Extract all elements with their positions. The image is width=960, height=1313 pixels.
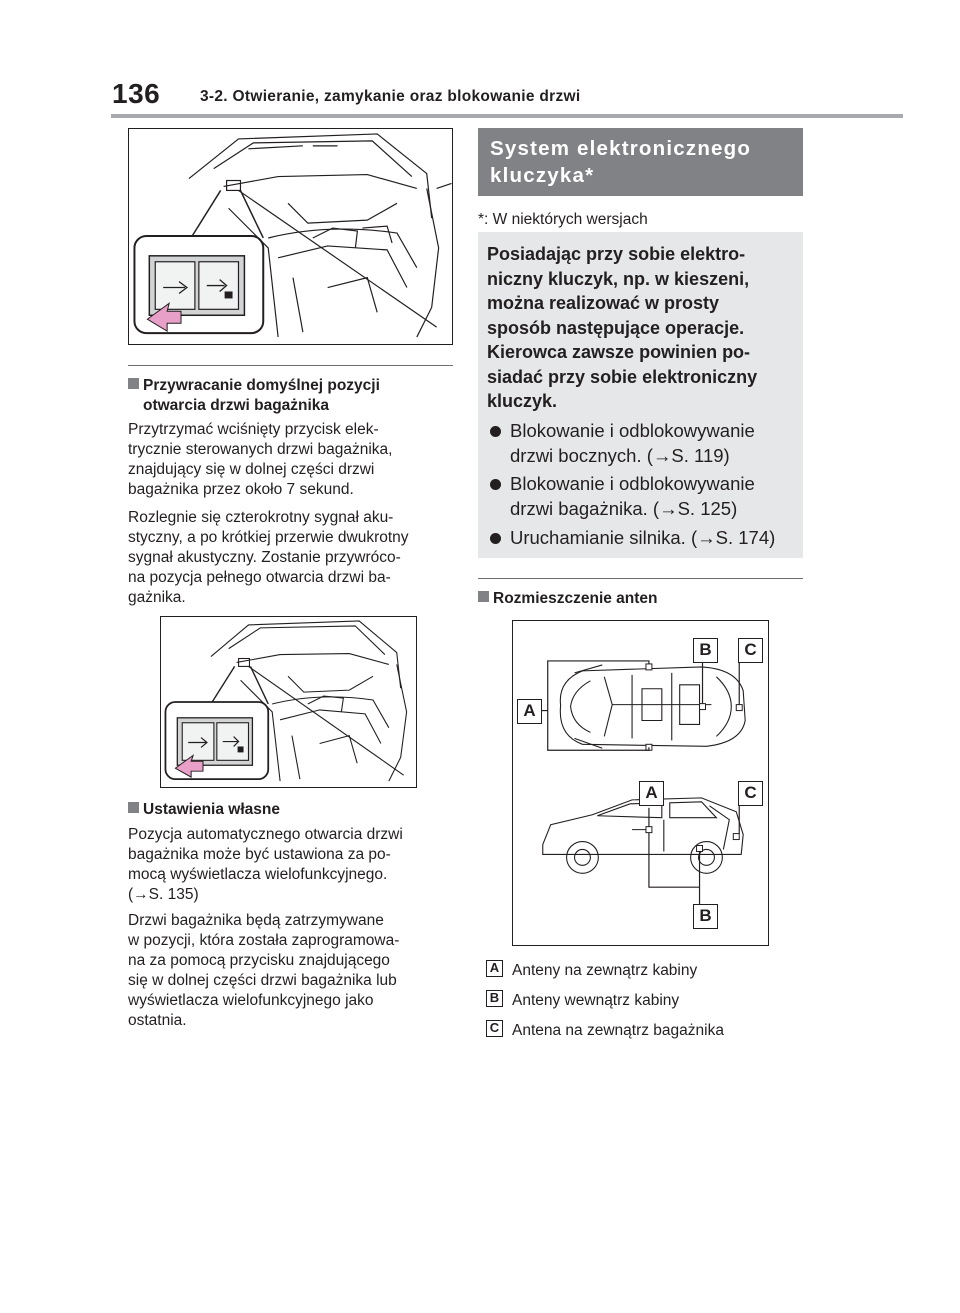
section-title: System elektronicznego kluczyka* [490, 137, 752, 187]
intro-box [478, 232, 803, 558]
section-heading-antennas: Rozmieszczenie anten [478, 589, 808, 609]
header-divider [111, 114, 903, 118]
bullet-dot-icon [490, 479, 501, 490]
tailgate-illustration-1 [128, 128, 453, 345]
paragraph-restore-signal: Rozlegnie się czterokrotny sygnał aku- styczny, a po krótkiej przerwie dwukrotny sygnał akustyczny. Zostanie przywróco- na pozycja pełnego otwarcia drzwi ba- gażnika. [128, 509, 409, 606]
footnote: *: W niektórych wersjach [478, 211, 648, 228]
legend-key: B [486, 990, 503, 1007]
section-divider [478, 578, 803, 579]
tailgate-illustration-2 [160, 616, 417, 788]
diagram-label-c-side: C [738, 781, 763, 806]
square-bullet-icon [128, 802, 139, 813]
list-item: Blokowanie i odblokowywanie drzwi bagażnika. (→S. 125) [490, 471, 755, 521]
diagram-label-b-side: B [693, 904, 718, 929]
diagram-label-a-side: A [639, 781, 664, 806]
section-divider [128, 365, 453, 366]
list-item: Blokowanie i odblokowywanie drzwi bocznych. (→S. 119) [490, 418, 755, 468]
section-heading-custom-settings: Ustawienia własne [128, 800, 458, 820]
diagram-label-b-top: B [693, 638, 718, 663]
square-bullet-icon [128, 378, 139, 389]
diagram-label-a-top: A [517, 699, 542, 724]
diagram-label-c-top: C [738, 638, 763, 663]
page-number: 136 [112, 78, 161, 109]
bullet-dot-icon [490, 533, 501, 544]
intro-text: Posiadając przy sobie elektro- niczny kluczyk, np. w kieszeni, można realizować w prosty sposób następujące operacje. Kierowca zawsze powinien po- siadać przy sobie elektroniczny kluczyk. [487, 244, 758, 411]
section-title-box [478, 128, 803, 196]
bullet-dot-icon [490, 426, 501, 437]
square-bullet-icon [478, 591, 489, 602]
legend-key: A [486, 960, 503, 977]
paragraph-custom-stop: Drzwi bagażnika będą zatrzymywane w pozycji, która została zaprogramowa- na za pomocą przycisku znajdującego się w dolnej części drzwi bagażnika lub wyświetlacza wielofunkcyjnego jako ostatnia. [128, 912, 400, 1029]
antenna-location-diagram [512, 620, 769, 946]
list-item: Uruchamianie silnika. (→S. 174) [490, 525, 775, 550]
chapter-title: 3-2. Otwieranie, zamykanie oraz blokowanie drzwi [200, 88, 581, 105]
legend-key: C [486, 1020, 503, 1037]
section-heading-restore-default: Przywracanie domyślnej pozycji otwarcia drzwi bagażnika [128, 376, 458, 416]
paragraph-restore-instructions: Przytrzymać wciśnięty przycisk elek- trycznie sterowanych drzwi bagażnika, znajdujący się w dolnej części drzwi bagażnika przez około 7 sekund. [128, 421, 393, 498]
paragraph-custom-position: Pozycja automatycznego otwarcia drzwi bagażnika może być ustawiona za po- mocą wyświetlacza wielofunkcyjnego. (→S. 135) [128, 826, 403, 903]
